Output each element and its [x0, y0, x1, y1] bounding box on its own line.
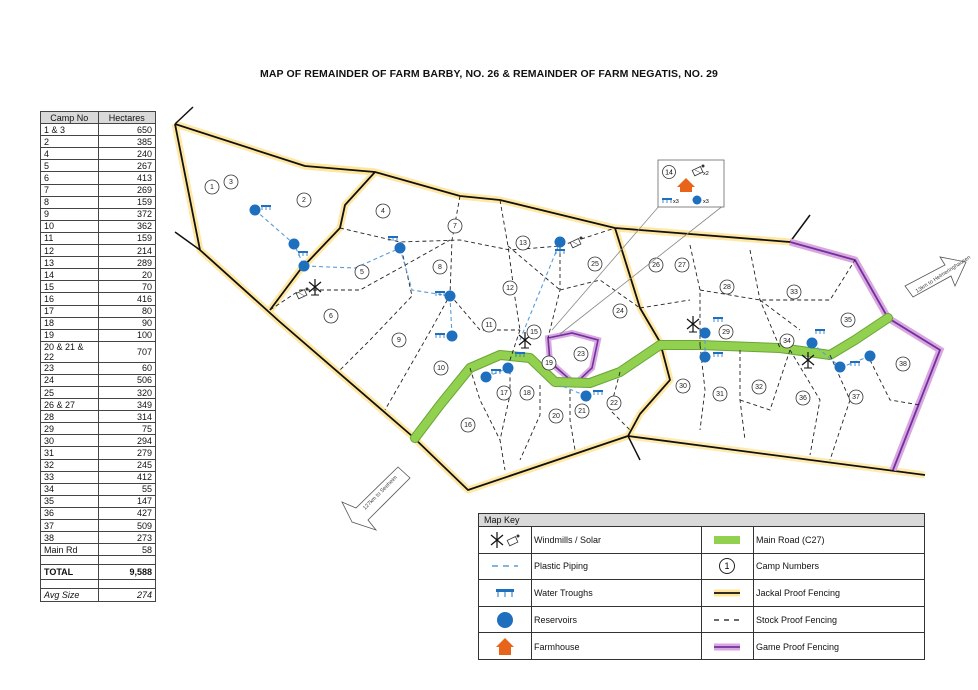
hectares-cell: 506 — [98, 374, 156, 386]
camp-no-cell: 24 — [41, 374, 99, 386]
camp-number-text: 1 — [210, 184, 214, 191]
legend-item-game-fence — [701, 633, 924, 660]
hectares-cell: 58 — [98, 544, 156, 556]
camp-no-cell: 15 — [41, 281, 99, 293]
plastic-piping-icon — [490, 561, 520, 571]
camp-number-text: 34 — [783, 338, 791, 345]
camp-no-cell: 14 — [41, 269, 99, 281]
camp-number-text: 7 — [453, 223, 457, 230]
camp-number-text: 26 — [652, 262, 660, 269]
camp-no-cell: 33 — [41, 471, 99, 483]
legend-label: Main Road (C27) — [756, 534, 825, 545]
camp-number-text: 35 — [844, 317, 852, 324]
legend-label: Jackal Proof Fencing — [756, 587, 841, 598]
camp-number-text: 6 — [329, 313, 333, 320]
camp-number-text: 32 — [755, 384, 763, 391]
camp-no-cell: 38 — [41, 532, 99, 544]
legend-item-reservoirs — [479, 607, 701, 634]
camp-no-cell: 6 — [41, 172, 99, 184]
legend-item-camp-numbers — [701, 554, 924, 581]
game-fence-icon — [712, 642, 742, 652]
hectares-cell: 416 — [98, 293, 156, 305]
camp-number-text: 19 — [545, 360, 553, 367]
camp-number-text: 3 — [229, 179, 233, 186]
camp-number-text: 18 — [523, 390, 531, 397]
water-trough-icon — [493, 586, 517, 600]
camp-number-text: 12 — [506, 285, 514, 292]
camp-number-text: 17 — [500, 390, 508, 397]
map-title: MAP OF REMAINDER OF FARM BARBY, NO. 26 & REMAINDER OF FARM NEGATIS, NO. 29 — [260, 68, 718, 80]
camp-no-cell: 34 — [41, 483, 99, 495]
camp-no-cell: 1 & 3 — [41, 124, 99, 136]
camp-number-text: 33 — [790, 289, 798, 296]
camp-no-cell: 13 — [41, 257, 99, 269]
inset-reservoir-count: x3 — [703, 199, 709, 205]
stock-fence-icon — [712, 615, 742, 625]
legend-label: Camp Numbers — [756, 561, 820, 572]
camp-number-text: 22 — [610, 400, 618, 407]
hectares-cell: 240 — [98, 148, 156, 160]
camp-no-cell: 2 — [41, 136, 99, 148]
camp-number-text: 28 — [723, 284, 731, 291]
legend-label: Farmhouse — [534, 641, 580, 652]
legend-item-plastic-piping — [479, 554, 701, 581]
camp-number-sample: 1 — [724, 561, 730, 572]
hectares-cell: 75 — [98, 423, 156, 435]
hectares-cell: 320 — [98, 386, 156, 398]
camp-number-text: 31 — [716, 391, 724, 398]
camp-number-icon — [718, 557, 736, 575]
farmhouse-icon — [495, 637, 515, 657]
hectares-cell: 412 — [98, 471, 156, 483]
camp-number-text: 13 — [519, 240, 527, 247]
legend-label: Game Proof Fencing — [756, 641, 840, 652]
hectares-cell: 20 — [98, 269, 156, 281]
camp-number-text: 5 — [360, 269, 364, 276]
camp-no-cell: 18 — [41, 317, 99, 329]
camp-number-text: 21 — [578, 408, 586, 415]
camp-no-cell: 26 & 27 — [41, 399, 99, 411]
map-key-title: Map Key — [479, 514, 924, 527]
camp-no-cell: 32 — [41, 459, 99, 471]
hectares-cell: 60 — [98, 362, 156, 374]
hectares-cell: 413 — [98, 172, 156, 184]
legend-item-windmills-solar — [479, 527, 701, 554]
camp-number-text: 2 — [302, 197, 306, 204]
hectares-cell: 214 — [98, 245, 156, 257]
avg-size-label: Avg Size — [41, 589, 99, 602]
camp-no-cell: 9 — [41, 208, 99, 220]
hectares-cell: 159 — [98, 196, 156, 208]
column-header-hectares: Hectares — [98, 112, 156, 124]
camp-no-cell: 30 — [41, 435, 99, 447]
camp-no-cell: 35 — [41, 495, 99, 507]
camp-number-text: 29 — [722, 329, 730, 336]
hectares-cell: 314 — [98, 411, 156, 423]
camp-number-text: 38 — [899, 361, 907, 368]
jackal-fence-icon — [712, 588, 742, 598]
hectares-cell: 100 — [98, 329, 156, 341]
hectares-cell: 427 — [98, 507, 156, 519]
hectares-cell: 707 — [98, 341, 156, 362]
camp-no-cell: 23 — [41, 362, 99, 374]
hectares-cell: 289 — [98, 257, 156, 269]
camp-no-cell: 28 — [41, 411, 99, 423]
camp-number-text: 30 — [679, 383, 687, 390]
hectares-cell: 279 — [98, 447, 156, 459]
avg-size-value: 274 — [98, 589, 156, 602]
camp-no-cell: 10 — [41, 220, 99, 232]
camp-number-text: 23 — [577, 351, 585, 358]
hectares-cell: 245 — [98, 459, 156, 471]
hectares-cell: 159 — [98, 232, 156, 244]
camp-no-cell: 5 — [41, 160, 99, 172]
hectares-cell: 147 — [98, 495, 156, 507]
legend-label: Stock Proof Fencing — [756, 614, 838, 625]
camp-no-cell: 19 — [41, 329, 99, 341]
camp-no-cell: Main Rd — [41, 544, 99, 556]
road-sign-helmeringhausen-text: 13km to Helmeringhausen — [914, 254, 972, 295]
legend-label: Reservoirs — [534, 614, 578, 625]
map-key — [478, 513, 925, 660]
camp-no-cell: 20 & 21 & 22 — [41, 341, 99, 362]
camp-number-text: 4 — [381, 208, 385, 215]
camp-no-cell: 29 — [41, 423, 99, 435]
camp-no-cell: 31 — [41, 447, 99, 459]
camp-number-text: 16 — [464, 422, 472, 429]
hectares-cell: 80 — [98, 305, 156, 317]
camp-number-text: 11 — [485, 322, 493, 329]
camp-no-cell: 11 — [41, 232, 99, 244]
camp-no-cell: 25 — [41, 386, 99, 398]
legend-label: Plastic Piping — [534, 561, 589, 572]
map-key-grid — [479, 527, 924, 660]
hectares-cell: 273 — [98, 532, 156, 544]
camp-number-text: 25 — [591, 261, 599, 268]
camp-no-cell: 7 — [41, 184, 99, 196]
hectares-cell: 269 — [98, 184, 156, 196]
hectares-cell: 267 — [98, 160, 156, 172]
camp-number-text: 9 — [397, 337, 401, 344]
camp-number-text: 24 — [616, 308, 624, 315]
camp-number-text: 8 — [438, 264, 442, 271]
hectares-cell: 650 — [98, 124, 156, 136]
camp-no-cell: 12 — [41, 245, 99, 257]
hectares-cell: 70 — [98, 281, 156, 293]
road-sign-seeheim-text: 127km to Seeheim — [362, 474, 399, 512]
legend-label: Water Troughs — [534, 587, 593, 598]
camp-number-text: 37 — [852, 394, 860, 401]
hectares-cell: 385 — [98, 136, 156, 148]
inset-solar-count: x2 — [703, 171, 709, 177]
camp-no-cell: 17 — [41, 305, 99, 317]
legend-item-jackal-fence — [701, 580, 924, 607]
inset-trough-count: x3 — [673, 199, 679, 205]
hectares-cell: 372 — [98, 208, 156, 220]
hectares-cell: 294 — [98, 435, 156, 447]
legend-item-stock-fence — [701, 607, 924, 634]
camp-number-text: 10 — [437, 365, 445, 372]
main-road-icon — [712, 534, 742, 546]
camp-no-cell: 36 — [41, 507, 99, 519]
hectares-cell: 90 — [98, 317, 156, 329]
camp-number-text: 20 — [552, 413, 560, 420]
camp-number-text: 27 — [678, 262, 686, 269]
camp-number-text: 36 — [799, 395, 807, 402]
reservoir-icon — [495, 610, 515, 630]
hectares-cell: 362 — [98, 220, 156, 232]
camp-no-cell: 37 — [41, 520, 99, 532]
camp-no-cell: 4 — [41, 148, 99, 160]
legend-label: Windmills / Solar — [534, 534, 602, 545]
hectares-cell: 509 — [98, 520, 156, 532]
hectares-cell: 349 — [98, 399, 156, 411]
windmill-solar-icon — [485, 530, 525, 550]
camp-number-14-inset-text: 14 — [665, 169, 673, 177]
camp-number-text: 15 — [530, 329, 538, 336]
camp-no-cell: 8 — [41, 196, 99, 208]
camp-no-cell: 16 — [41, 293, 99, 305]
hectares-cell: 55 — [98, 483, 156, 495]
column-header-camp-no: Camp No — [41, 112, 99, 124]
legend-item-farmhouse — [479, 633, 701, 660]
total-label: TOTAL — [41, 565, 99, 580]
total-value: 9,588 — [98, 565, 156, 580]
legend-item-main-road — [701, 527, 924, 554]
legend-item-water-troughs — [479, 580, 701, 607]
